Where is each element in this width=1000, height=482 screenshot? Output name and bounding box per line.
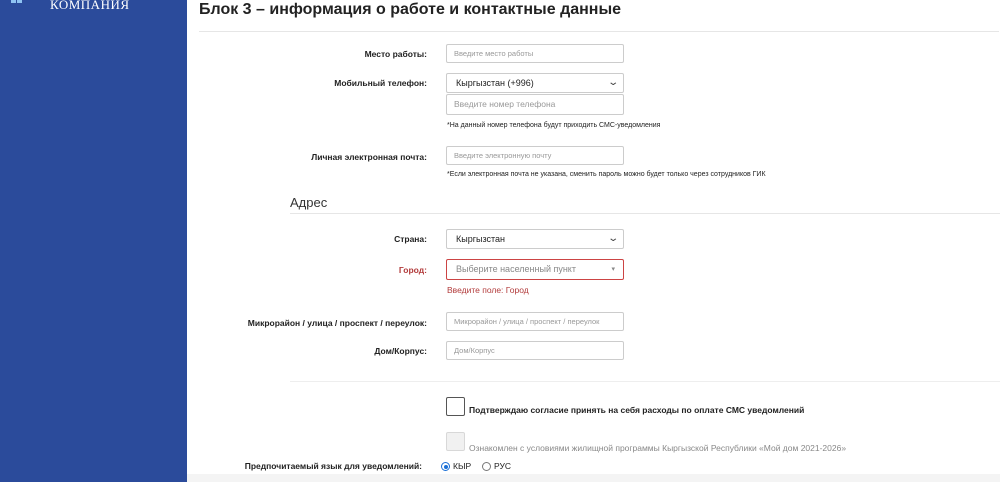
email-label: Личная электронная почта:: [311, 152, 427, 162]
city-error-message: Введите поле: Город: [447, 285, 529, 295]
title-divider: [199, 31, 999, 32]
country-select[interactable]: [446, 229, 624, 249]
email-note: *Если электронная почта не указана, сменить пароль можно будет только через сотрудников ГИК: [447, 171, 766, 178]
house-label: Дом/Корпус:: [374, 346, 427, 356]
work-input[interactable]: Введите место работы: [446, 44, 624, 63]
consent-divider: [290, 381, 1000, 382]
sidebar: [0, 0, 187, 482]
main-content: [187, 0, 1000, 482]
caret-down-icon: ▾: [611, 266, 615, 273]
brand-name: КОМПАНИЯ: [50, 0, 130, 12]
bottom-edge: [187, 474, 1000, 482]
city-select[interactable]: [446, 259, 624, 280]
language-option-rus: РУС: [494, 461, 512, 471]
work-label: Место работы:: [364, 49, 427, 59]
phone-input[interactable]: Введите номер телефона: [446, 94, 624, 115]
phone-note: *На данный номер телефона будут приходить СМС-уведомления: [447, 122, 661, 129]
house-input[interactable]: Дом/Корпус: [446, 341, 624, 360]
page-title: Блок 3 – информация о работе и контактные данные: [199, 1, 622, 18]
country-label: Страна:: [394, 234, 427, 244]
country-value: Кыргызстан: [456, 234, 505, 244]
program-consent-label: Ознакомлен с условиями жилищной программы Кыргызской Республики «Мой дом 2021-2026»: [469, 443, 847, 453]
language-label: Предпочитаемый язык для уведомлений:: [244, 461, 422, 471]
address-section-title: Адрес: [290, 195, 328, 210]
country-code-select[interactable]: [446, 73, 624, 93]
sms-consent-checkbox[interactable]: [446, 397, 465, 416]
street-input[interactable]: Микрорайон / улица / проспект / переулок: [446, 312, 624, 331]
city-label: Город:: [398, 265, 427, 275]
mobile-label: Мобильный телефон:: [334, 78, 427, 88]
email-input[interactable]: Введите электронную почту: [446, 146, 624, 165]
address-divider: [290, 213, 1000, 214]
sms-consent-label: Подтверждаю согласие принять на себя расходы по оплате СМС уведомлений: [469, 405, 805, 415]
chevron-down-icon: ⌄: [606, 233, 619, 244]
chevron-down-icon: ⌄: [606, 77, 619, 88]
language-radio-kyr[interactable]: [441, 462, 450, 471]
city-placeholder: Выберите населенный пункт: [456, 264, 576, 274]
country-code-value: Кыргызстан (+996): [456, 78, 534, 88]
logo-icon: [11, 0, 23, 6]
street-label: Микрорайон / улица / проспект / переулок:: [247, 318, 427, 328]
program-consent-checkbox[interactable]: [446, 432, 465, 451]
language-option-kyr: КЫР: [453, 461, 472, 471]
language-radio-rus[interactable]: [482, 462, 491, 471]
